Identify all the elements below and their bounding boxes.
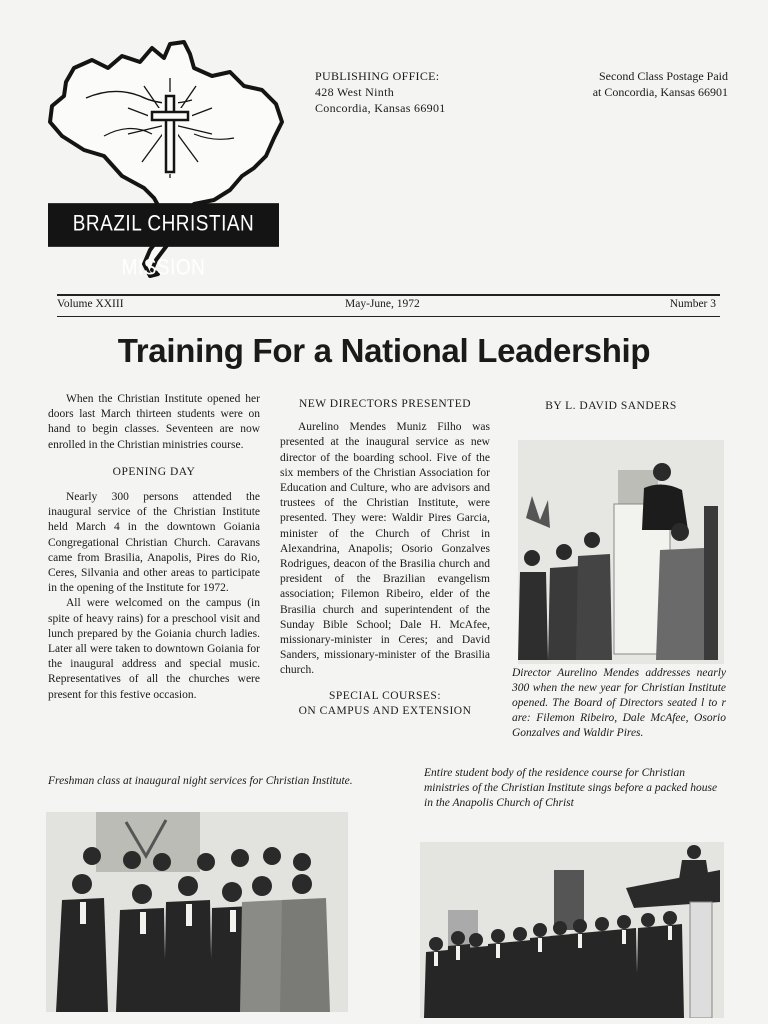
volume-label: Volume XXIII bbox=[57, 298, 124, 310]
director-photo-caption: Director Aurelino Mendes addresses nearly 300 when the new year for Christian Institute opened. The Board of Directors seated l to r are: Filemon Ribeiro, Dale McAfee, Osorio Gonzalves and Waldir Pires. bbox=[512, 667, 726, 739]
article-column-1 bbox=[48, 392, 260, 703]
student-body-photo bbox=[420, 842, 724, 1018]
masthead-rule-top bbox=[57, 294, 720, 296]
paragraph: Nearly 300 persons attended the inaugural service of the Christian Institute held March 4 in the downtown Goiania Congregational Christian Church. Caravans came from Brasilia, Anapolis, Pires do Rio, Ceres, Silvania and other areas to participate in the opening of the Institute for 1972. bbox=[48, 491, 260, 595]
section-heading-new-directors: NEW DIRECTORS PRESENTED bbox=[298, 398, 472, 410]
intro-paragraph: When the Christian Institute opened her doors last March thirteen students were on hand to begin classes. Seventeen are now enrolled in the Christian ministries course. bbox=[48, 393, 260, 451]
section-heading-opening-day: OPENING DAY bbox=[112, 465, 196, 478]
paragraph: Aurelino Mendes Muniz Filho was presented at the inaugural service as new director of the boarding school. Five of the six members of the Christian Association for Education and Culture, who are advisors and trustees of the Christian Institute, were presented. They were: Waldir Pires Garcia, minister of the Church of Christ in Alexandrina, Anapolis; Osorio Gonzalves Rodrigues, deacon of the Brasilia church and president of the Brazilian evangelism association; Filemon Ribeiro, elder of the Brasilia church and superintendent of the Sunday Bible School; Dale H. McAfee, missionary-minister in Ceres; and David Sanders, missionary-minister of the Brasilia church. bbox=[280, 421, 490, 677]
masthead-rule-bottom bbox=[57, 316, 720, 317]
publishing-street: 428 West Ninth bbox=[315, 85, 395, 99]
publishing-city: Concordia, Kansas 66901 bbox=[315, 101, 446, 115]
issue-date: May-June, 1972 bbox=[345, 298, 420, 310]
publishing-office-label: PUBLISHING OFFICE: bbox=[315, 69, 440, 83]
freshman-photo-caption: Freshman class at inaugural night services for Christian Institute. bbox=[48, 775, 353, 787]
logo bbox=[44, 38, 288, 281]
freshman-class-photo bbox=[46, 812, 348, 1012]
mission-banner: BRAZIL CHRISTIAN MISSION bbox=[48, 203, 279, 247]
postage-line-2: at Concordia, Kansas 66901 bbox=[592, 85, 728, 99]
postage-notice bbox=[560, 68, 728, 100]
masthead bbox=[57, 298, 720, 315]
section-heading-special-courses: SPECIAL COURSES: bbox=[328, 689, 442, 702]
paragraph: All were welcomed on the campus (in spite of heavy rains) for a preschool visit and lunch prepared by the Goiania church ladies. Later all were taken to downtown Goiania for the inaugural address and special music. Representatives of all the churches were present for this festive occasion. bbox=[48, 597, 260, 701]
student-body-photo-caption: Entire student body of the residence course for Christian ministries of the Christian Institute sings before a packed house in the Anapolis Church of Christ bbox=[424, 767, 718, 809]
byline: BY L. DAVID SANDERS bbox=[545, 400, 677, 412]
section-heading-special-courses-line-2: ON CAMPUS AND EXTENSION bbox=[298, 704, 472, 717]
publishing-office bbox=[315, 68, 446, 116]
postage-line-1: Second Class Postage Paid bbox=[599, 69, 728, 83]
article-column-2 bbox=[280, 397, 490, 719]
director-photo bbox=[518, 440, 724, 664]
issue-number: Number 3 bbox=[669, 298, 716, 310]
headline: Training For a National Leadership bbox=[117, 332, 651, 369]
